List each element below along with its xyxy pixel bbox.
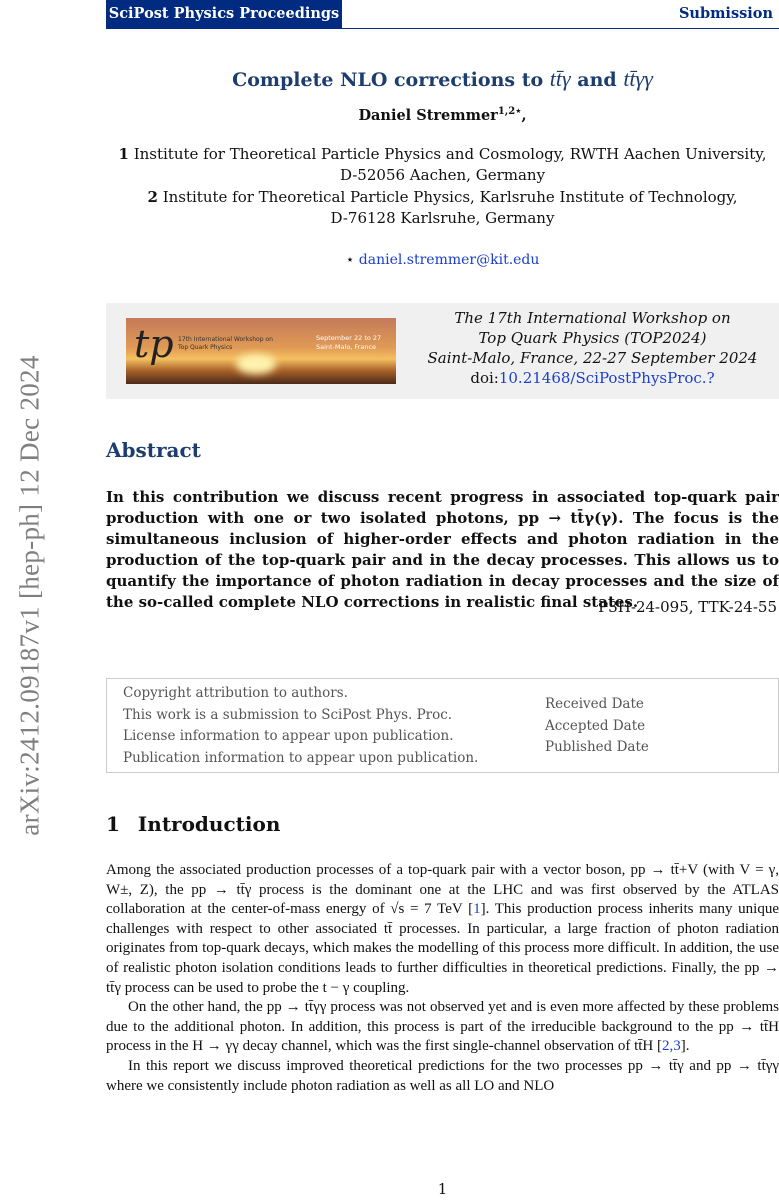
paragraph-text: Among the associated production processes of a top-quark pair with a vector boson, pp → tt̄+V (with V = γ, W±, Z), the pp → tt̄γ process is the dominant one at the LHC and was first observed by the ATLAS collaboration at the center-of-mass energy of √s = 7 TeV [ [106,862,779,918]
doi-label: doi: [470,369,499,387]
section-heading [106,812,298,836]
conference-info [406,308,779,388]
affiliation-line: D-52056 Aachen, Germany [339,166,546,184]
conference-banner-image [126,318,396,384]
affiliation-2 [106,187,779,229]
email-link[interactable]: daniel.stremmer@kit.edu [358,252,540,268]
doi-link[interactable]: 10.21468/SciPostPhysProc.? [498,369,715,387]
conference-line: The 17th International Workshop on [454,309,731,327]
license-box [106,678,779,773]
dates-info [545,694,649,759]
sun-graphic [236,354,276,374]
conference-line: Top Quark Physics (TOP2024) [478,329,707,347]
paragraph-text: In this report we discuss improved theoretical predictions for the two processes pp → tt̄γ and pp → tt̄γγ where we consistently include photon radiation as well as all LO and NLO [106,1057,779,1094]
license-line: License information to appear upon publication. [123,728,454,744]
paragraph-text: On the other hand, the pp → tt̄γγ process was not observed yet and is even more affected by these problems due to the additional photon. In addition, this process is part of the irreducible background to the pp → tt̄H process in the H → γγ decay channel, which was the first single-channel observation of tt̄H [ [106,999,779,1055]
paper-title [106,66,779,92]
preprint-numbers: P3H-24-095, TTK-24-55 [598,598,777,616]
published-date: Published Date [545,739,649,755]
top-logo: tp [134,322,174,366]
title-process-1: tt̄γ [549,66,571,91]
submission-label: Submission [678,5,773,22]
author [106,106,779,124]
author-trail: , [521,106,527,124]
citation-link[interactable]: 2,3 [662,1038,681,1055]
arxiv-stamp[interactable]: arXiv:2412.09187v1 [hep-ph] 12 Dec 2024 [14,355,45,836]
affiliation-line: Institute for Theoretical Particle Physics and Cosmology, RWTH Aachen University, [133,145,767,163]
affiliation-number: 2 [147,188,158,206]
paragraph [106,1057,779,1096]
paragraph-text: ]. [680,1038,690,1055]
affiliation-1 [106,144,779,186]
abstract-text: In this contribution we discuss recent progress in associated top-quark pair production with one or two isolated photons, pp → tt̄γ(γ). The focus is the simultaneous inclusion of higher-order effects and photon radiation in the production of the top-quark pair and in the decay processes. This allows us to quantify the importance of photon radiation in decay processes and the size of the so-called complete NLO corrections in realistic final states. [106,488,779,611]
paragraph-text: ]. This production process inherits many unique challenges with respect to other associated tt̄ processes. In particular, a large fraction of photon radiation originates from top-quark decays, which makes the modelling of this process more difficult. In addition, the use of realistic photon isolation conditions leads to further difficulties in theoretical predictions. Finally, the pp → tt̄γ process can be used to probe the t − γ coupling. [106,901,779,996]
license-line: This work is a submission to SciPost Phys. Proc. [123,706,453,723]
abstract-heading: Abstract [106,438,201,462]
conference-line: Saint-Malo, France, 22-27 September 2024 [427,349,758,367]
journal-badge: SciPost Physics Proceedings [106,0,342,28]
accepted-date: Accepted Date [545,717,646,734]
title-process-2: tt̄γγ [623,66,653,91]
section-number: 1 [106,812,120,836]
author-name: Daniel Stremmer [358,106,498,124]
conference-box [106,303,779,399]
contact-email [106,252,779,268]
banner-dates-text: September 22 to 27 Saint-Malo, France [316,334,382,351]
received-date: Received Date [545,696,644,712]
license-info [123,683,478,769]
license-line: Copyright attribution to authors. [123,685,348,701]
body-text [106,861,779,1096]
header-rule [106,28,779,29]
author-marks: 1,2⋆ [497,106,522,117]
star-icon: ⋆ [345,252,355,268]
section-title: Introduction [137,812,281,836]
paragraph [106,861,779,998]
license-line: Publication information to appear upon publication. [123,749,479,766]
banner-workshop-text: 17th International Workshop on Top Quark Physics [178,336,273,351]
affiliation-line: Institute for Theoretical Particle Physics, Karlsruhe Institute of Technology, [162,188,738,206]
affiliation-number: 1 [118,145,129,163]
title-and: and [570,69,624,91]
paragraph [106,998,779,1057]
affiliation-line: D-76128 Karlsruhe, Germany [330,209,555,227]
citation-link[interactable]: 1 [473,901,481,918]
title-text: Complete NLO corrections to [232,69,550,91]
page-number: 1 [437,1180,448,1198]
